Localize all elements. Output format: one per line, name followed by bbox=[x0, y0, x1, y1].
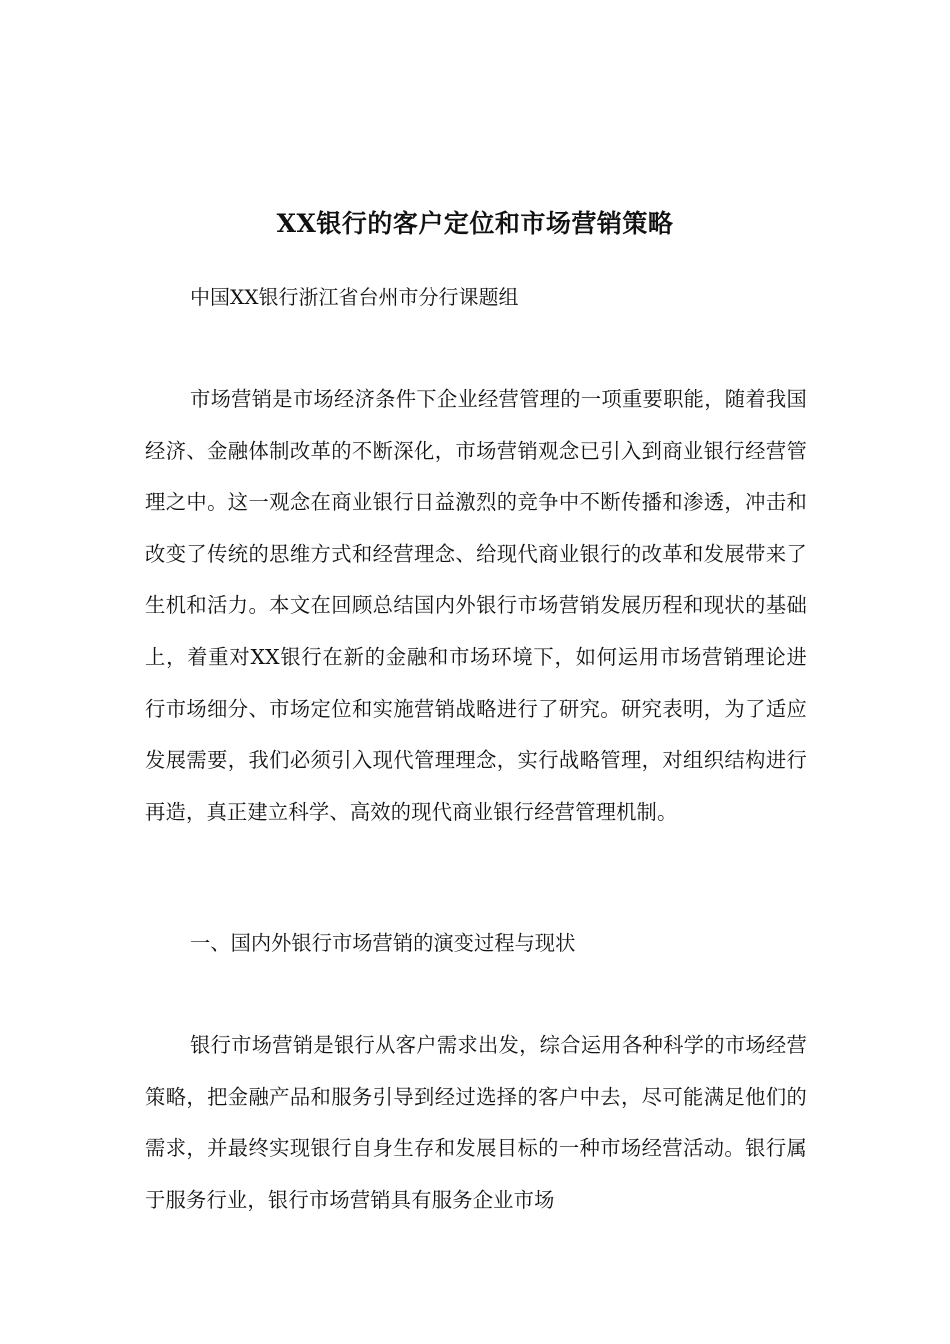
abstract-paragraph: 市场营销是市场经济条件下企业经营管理的一项重要职能，随着我国经济、金融体制改革的不断深化，市场营销观念已引入到商业银行经营管理之中。这一观念在商业银行日益激烈的竞争中不断传播和渗透，冲击和改变了传统的思维方式和经营理念、给现代商业银行的改革和发展带来了生机和活力。本文在回顾总结国内外银行市场营销发展历程和现状的基础上，着重对XX银行在新的金融和市场环境下，如何运用市场营销理论进行市场细分、市场定位和实施营销战略进行了研究。研究表明，为了适应发展需要，我们必须引入现代管理理念，实行战略管理，对组织结构进行再造，真正建立科学、高效的现代商业银行经营管理机制。 bbox=[145, 387, 807, 824]
body-paragraph: 银行市场营销是银行从客户需求出发，综合运用各种科学的市场经营策略，把金融产品和服务引导到经过选择的客户中去，尽可能满足他们的需求，并最终实现银行自身生存和发展目标的一种市场经营活动。银行属于服务行业，银行市场营销具有服务企业市场 bbox=[145, 1033, 807, 1212]
document-title: XX银行的客户定位和市场营销策略 bbox=[276, 209, 674, 238]
section-heading: 一、国内外银行市场营销的演变过程与现状 bbox=[190, 931, 576, 955]
document-author: 中国XX银行浙江省台州市分行课题组 bbox=[190, 285, 519, 309]
